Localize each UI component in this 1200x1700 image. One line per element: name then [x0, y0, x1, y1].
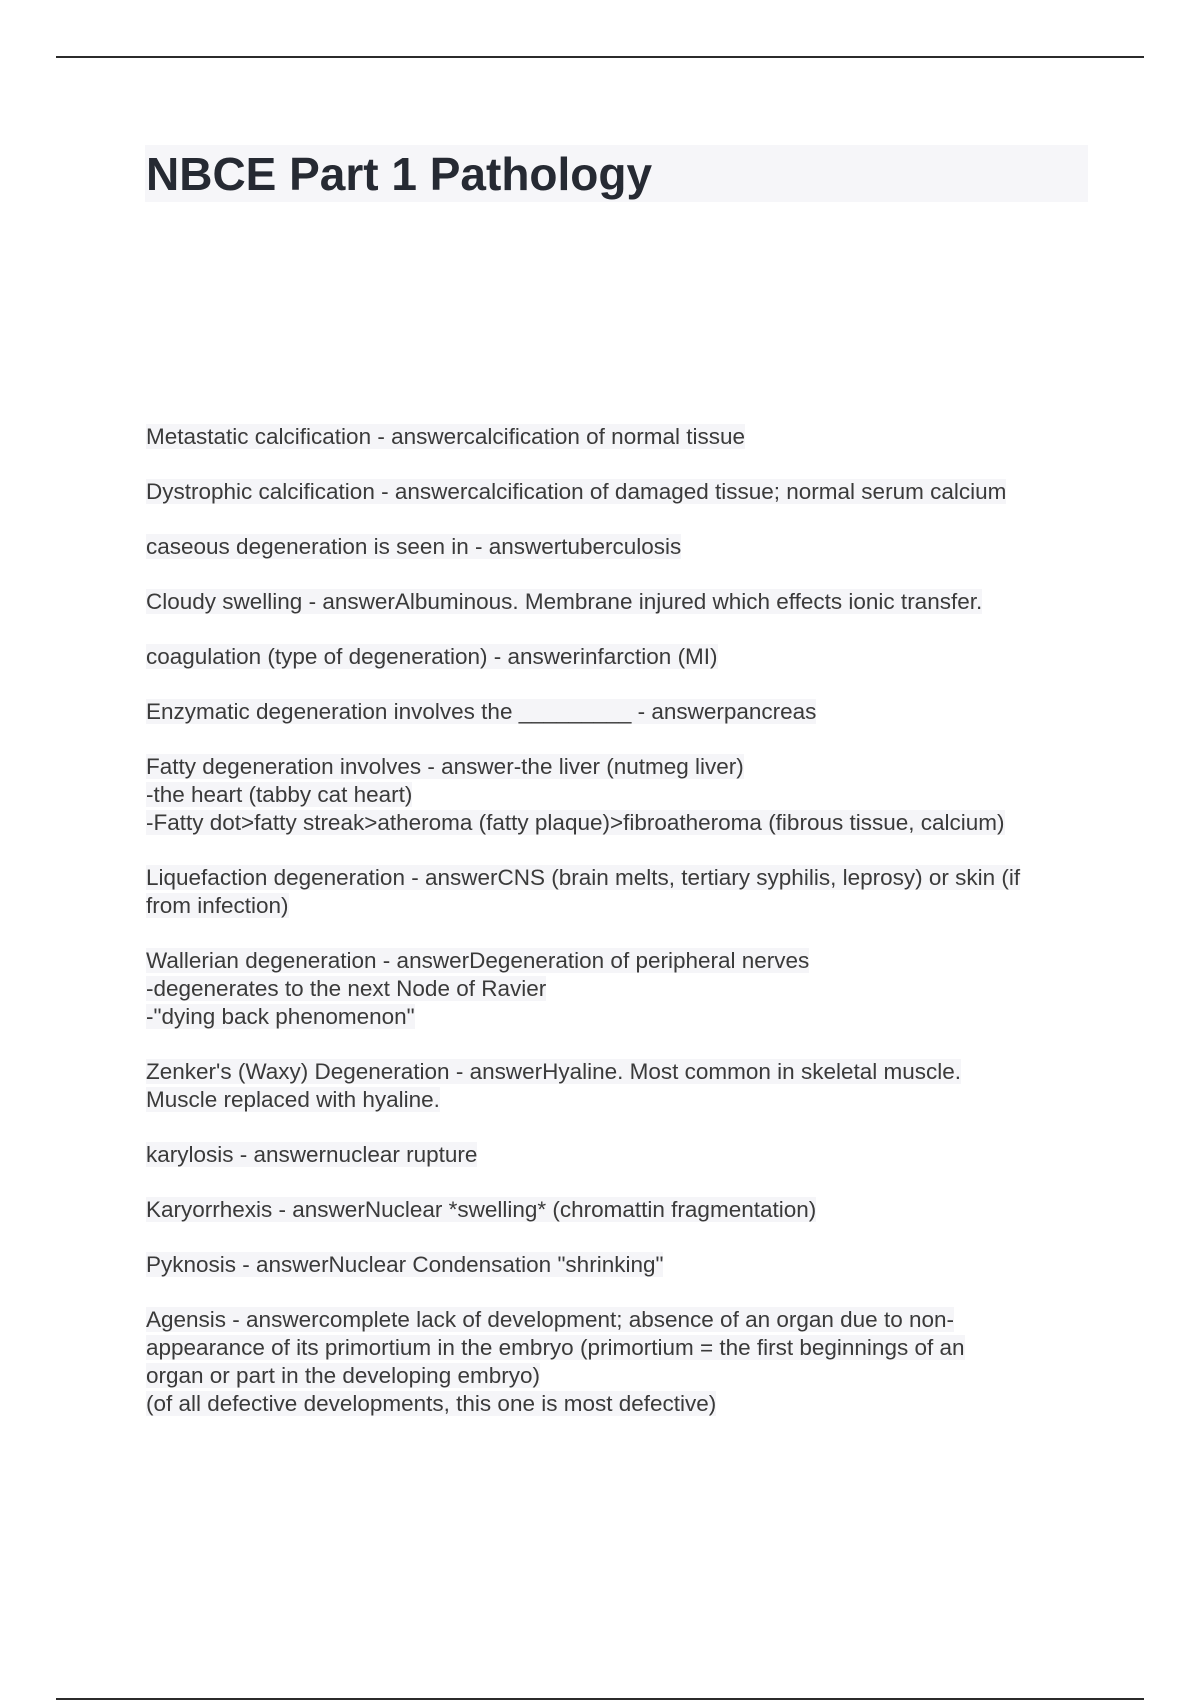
entry-line — [146, 1306, 1086, 1334]
entry-line-text: -"dying back phenomenon" — [146, 1004, 415, 1029]
entry-line-text: from infection) — [146, 893, 289, 918]
flashcard-entry — [146, 588, 1086, 616]
entry-line-text: Cloudy swelling - answerAlbuminous. Membrane injured which effects ionic transfer. — [146, 589, 983, 614]
entry-line — [146, 864, 1086, 892]
entry-line — [146, 947, 1086, 975]
entry-line-text: karylosis - answernuclear rupture — [146, 1142, 478, 1167]
entry-line — [146, 1196, 1086, 1224]
flashcard-entry — [146, 423, 1086, 451]
entry-line-text: organ or part in the developing embryo) — [146, 1363, 540, 1388]
entry-line-text: Metastatic calcification - answercalcification of normal tissue — [146, 424, 745, 449]
entry-line-text: -the heart (tabby cat heart) — [146, 782, 413, 807]
flashcard-entry — [146, 753, 1086, 837]
entry-line — [146, 753, 1086, 781]
entry-line-text: Enzymatic degeneration involves the _________ - answerpancreas — [146, 699, 817, 724]
flashcard-entry — [146, 533, 1086, 561]
flashcard-entry — [146, 643, 1086, 671]
flashcard-entry — [146, 947, 1086, 1031]
entry-line — [146, 809, 1086, 837]
entry-line-text: Liquefaction degeneration - answerCNS (brain melts, tertiary syphilis, leprosy) or skin (if — [146, 865, 1021, 890]
entry-line — [146, 643, 1086, 671]
flashcard-entry — [146, 1251, 1086, 1279]
flashcard-entry — [146, 1058, 1086, 1114]
entry-line-text: Muscle replaced with hyaline. — [146, 1087, 440, 1112]
flashcard-list — [146, 423, 1086, 1445]
entry-line-text: Fatty degeneration involves - answer-the liver (nutmeg liver) — [146, 754, 744, 779]
entry-line-text: -degenerates to the next Node of Ravier — [146, 976, 547, 1001]
entry-line — [146, 1390, 1086, 1418]
entry-line-text: Zenker's (Waxy) Degeneration - answerHyaline. Most common in skeletal muscle. — [146, 1059, 961, 1084]
entry-line — [146, 975, 1086, 1003]
flashcard-entry — [146, 1141, 1086, 1169]
flashcard-entry — [146, 478, 1086, 506]
entry-line — [146, 1058, 1086, 1086]
entry-line — [146, 1362, 1086, 1390]
entry-line — [146, 892, 1086, 920]
entry-line — [146, 698, 1086, 726]
entry-line — [146, 781, 1086, 809]
flashcard-entry — [146, 698, 1086, 726]
entry-line — [146, 478, 1086, 506]
entry-line-text: Karyorrhexis - answerNuclear *swelling* (chromattin fragmentation) — [146, 1197, 817, 1222]
flashcard-entry — [146, 1306, 1086, 1418]
entry-line — [146, 1003, 1086, 1031]
entry-line-text: caseous degeneration is seen in - answertuberculosis — [146, 534, 682, 559]
entry-line-text: Agensis - answercomplete lack of development; absence of an organ due to non- — [146, 1307, 954, 1332]
entry-line — [146, 1251, 1086, 1279]
entry-line-text: Wallerian degeneration - answerDegeneration of peripheral nerves — [146, 948, 810, 973]
entry-line-text: Pyknosis - answerNuclear Condensation "shrinking" — [146, 1252, 664, 1277]
entry-line — [146, 1141, 1086, 1169]
entry-line-text: (of all defective developments, this one is most defective) — [146, 1391, 717, 1416]
entry-line-text: coagulation (type of degeneration) - answerinfarction (MI) — [146, 644, 718, 669]
entry-line — [146, 1334, 1086, 1362]
entry-line — [146, 533, 1086, 561]
entry-line — [146, 1086, 1086, 1114]
flashcard-entry — [146, 864, 1086, 920]
flashcard-entry — [146, 1196, 1086, 1224]
entry-line — [146, 588, 1086, 616]
entry-line-text: appearance of its primortium in the embryo (primortium = the first beginnings of an — [146, 1335, 965, 1360]
entry-line — [146, 423, 1086, 451]
entry-line-text: Dystrophic calcification - answercalcification of damaged tissue; normal serum calcium — [146, 479, 1007, 504]
entry-line-text: -Fatty dot>fatty streak>atheroma (fatty plaque)>fibroatheroma (fibrous tissue, calcium) — [146, 810, 1005, 835]
top-rule — [56, 56, 1144, 58]
page-title: NBCE Part 1 Pathology — [146, 148, 653, 200]
